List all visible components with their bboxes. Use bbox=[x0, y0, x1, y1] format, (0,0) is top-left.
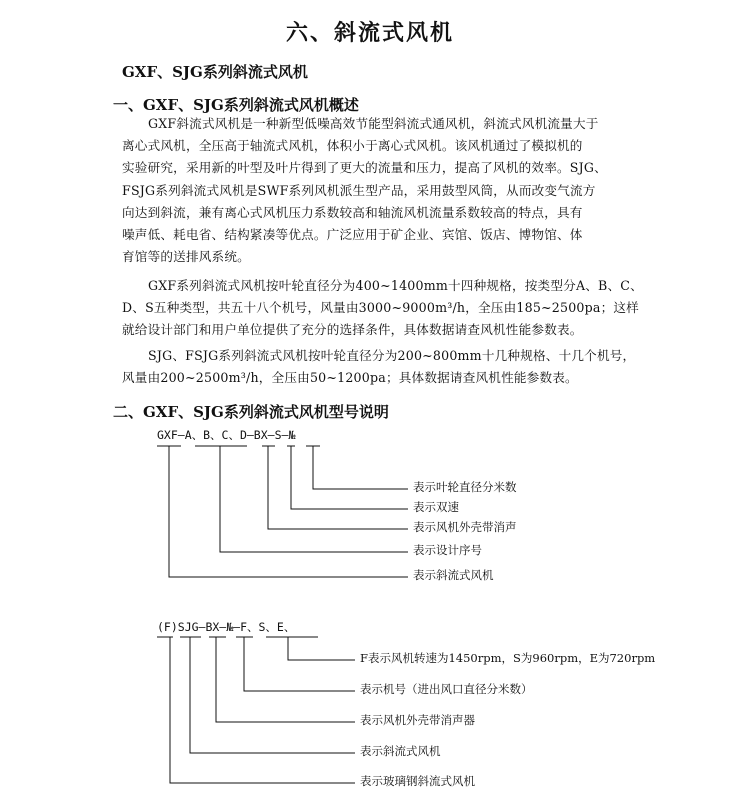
diagram1-label-1: 表示叶轮直径分米数 bbox=[413, 480, 517, 494]
diagram2-label-1: F表示风机转速为1450rpm，S为960rpm，E为720rpm bbox=[360, 651, 656, 665]
leader-line bbox=[288, 637, 355, 660]
paragraph-line: 离心式风机，全压高于轴流式风机，体积小于离心式风机。该风机通过了模拟机的 bbox=[122, 138, 583, 154]
diagram2-label-5: 表示玻璃钢斜流式风机 bbox=[360, 774, 475, 788]
leader-line bbox=[190, 637, 355, 753]
paragraph-line: 就给设计部门和用户单位提供了充分的选择条件，具体数据请查风机性能参数表。 bbox=[122, 322, 583, 338]
paragraph-line: D、S五种类型，共五十八个机号，风量由3000~9000m³/h，全压由185~2500pa；这样 bbox=[122, 300, 639, 316]
paragraph-line: 实验研究，采用新的叶型及叶片得到了更大的流量和压力，提高了风机的效率。SJG、 bbox=[122, 160, 607, 176]
diagram1-label-2: 表示双速 bbox=[413, 500, 459, 514]
diagram2-label-4: 表示斜流式风机 bbox=[360, 744, 441, 758]
paragraph-line: GXF斜流式风机是一种新型低噪高效节能型斜流式通风机，斜流式风机流量大于 bbox=[148, 116, 599, 131]
diagram2-label-3: 表示风机外壳带消声器 bbox=[360, 713, 475, 727]
page-subtitle: GXF、SJG系列斜流式风机 bbox=[122, 63, 308, 81]
diagram1-label-3: 表示风机外壳带消声 bbox=[413, 520, 517, 534]
paragraph-line: GXF系列斜流式风机按叶轮直径分为400~1400mm十四种规格，按类型分A、B、C、 bbox=[148, 278, 643, 293]
leader-line bbox=[268, 446, 408, 529]
diagram1-label-4: 表示设计序号 bbox=[413, 543, 482, 557]
leader-line bbox=[313, 446, 408, 489]
paragraph-line: 噪声低、耗电省、结构紧凑等优点。广泛应用于矿企业、宾馆、饭店、博物馆、体 bbox=[122, 227, 583, 243]
paragraph-line: FSJG系列斜流式风机是SWF系列风机派生型产品，采用鼓型风筒，从而改变气流方 bbox=[122, 182, 596, 198]
section-heading-model: 二、GXF、SJG系列斜流式风机型号说明 bbox=[113, 403, 389, 421]
diagram1-label-5: 表示斜流式风机 bbox=[413, 568, 494, 582]
leader-line bbox=[244, 637, 355, 691]
paragraph-line: 向达到斜流，兼有离心式风机压力系数较高和轴流风机流量系数较高的特点，具有 bbox=[122, 204, 583, 220]
model-code-gxf: GXF—A、B、C、D—BX—S—№ bbox=[157, 428, 296, 442]
leader-line bbox=[291, 446, 408, 509]
paragraph-line: SJG、FSJG系列斜流式风机按叶轮直径分为200~800mm十几种规格、十几个机号， bbox=[148, 348, 636, 363]
leader-line bbox=[216, 637, 355, 722]
model-code-sjg: (F)SJG—BX—№—F、S、E、 bbox=[157, 620, 296, 634]
paragraph-line: 风量由200~2500m³/h，全压由50~1200pa；具体数据请查风机性能参数表。 bbox=[122, 370, 578, 386]
diagram2-label-2: 表示机号（进出风口直径分米数） bbox=[360, 682, 533, 696]
section-heading-overview: 一、GXF、SJG系列斜流式风机概述 bbox=[113, 96, 359, 114]
leader-line bbox=[170, 637, 355, 783]
page-title: 六、斜流式风机 bbox=[285, 20, 454, 46]
leader-line bbox=[169, 446, 408, 577]
paragraph-line: 育馆等的送排风系统。 bbox=[122, 249, 250, 265]
leader-line bbox=[220, 446, 408, 552]
